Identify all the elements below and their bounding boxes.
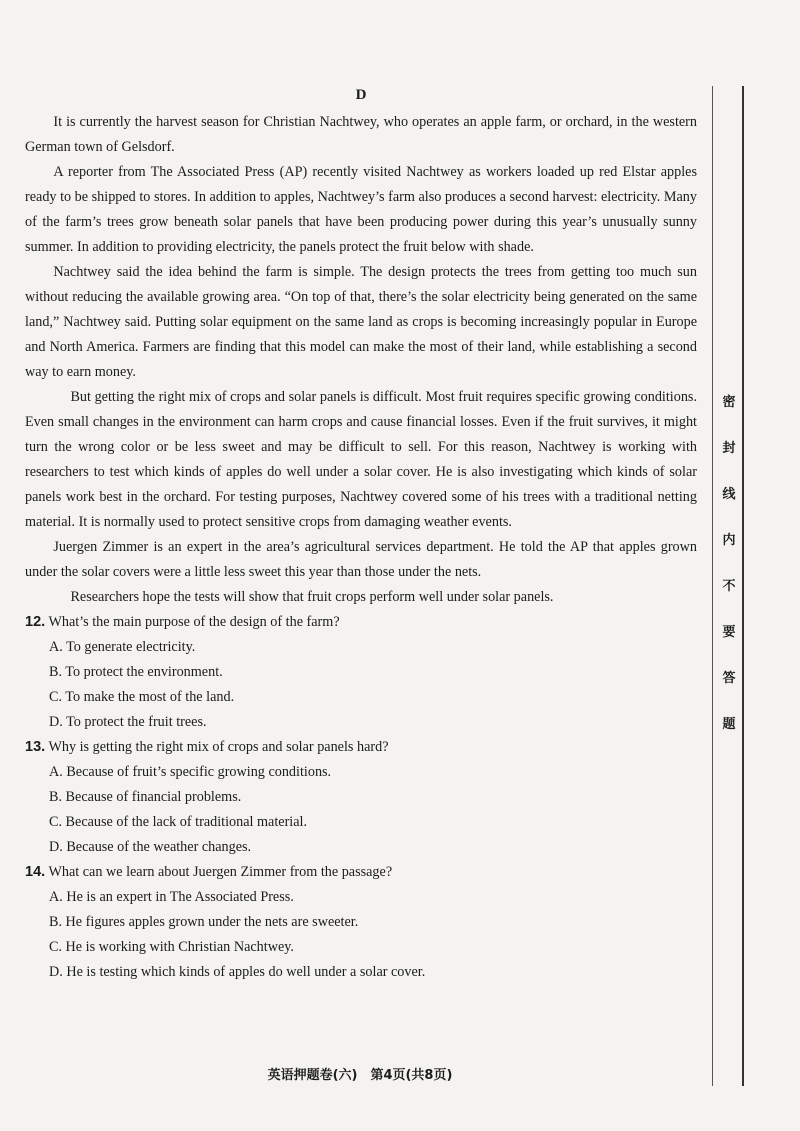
option-b: B. To protect the environment. xyxy=(49,664,223,680)
reading-section xyxy=(25,86,697,985)
option-c: C. To make the most of the land. xyxy=(49,689,235,705)
option-d: D. Because of the weather changes. xyxy=(49,839,252,855)
binding-margin-notice xyxy=(718,395,740,763)
option-c: C. He is working with Christian Nachtwey. xyxy=(49,939,294,955)
margin-char: 封 xyxy=(722,441,736,456)
question-stem xyxy=(25,610,697,635)
margin-char: 要 xyxy=(722,625,736,640)
paragraph-3: Nachtwey said the idea behind the farm is simple. The design protects the trees from getting too much sun without reducing the available growing area. “On top of that, there’s the solar electricity being generated on the same land,” Nachtwey said. Putting solar equipment on the same land as crops is becoming increasingly popular in Europe and North America. Farmers are finding that this model can make the most of their land, while establishing a second way to earn money. xyxy=(25,264,697,380)
paragraph-2: A reporter from The Associated Press (AP) recently visited Nachtwey as workers loaded up red Elstar apples ready to be shipped to stores. In addition to apples, Nachtwey’s farm also produces a second harvest: electricity. Many of the farm’s trees grow beneath solar panels that have been producing power during this year’s unusually sunny summer. In addition to providing electricity, the panels protect the fruit below with shade. xyxy=(25,164,697,255)
option-d: D. He is testing which kinds of apples do well under a solar cover. xyxy=(49,964,426,980)
margin-char: 题 xyxy=(722,717,736,732)
question-number: 12. xyxy=(25,614,46,630)
question-text: What can we learn about Juergen Zimmer from the passage? xyxy=(48,864,393,880)
question-number: 13. xyxy=(25,739,46,755)
paragraph-5: Juergen Zimmer is an expert in the area’s agricultural services department. He told the AP that apples grown under the solar covers were a little less sweet this year than those under the nets. xyxy=(25,539,697,580)
question-text: Why is getting the right mix of crops and solar panels hard? xyxy=(48,739,389,755)
paragraph-6: Researchers hope the tests will show that fruit crops perform well under solar panels. xyxy=(70,589,554,605)
question-number: 14. xyxy=(25,864,46,880)
paragraph-4: But getting the right mix of crops and solar panels is difficult. Most fruit requires specific growing conditions. Even small changes in the environment can harm crops and cause financial losses. Even if the fruit survives, it might turn the wrong color or be less sweet and may be difficult to sell. For this reason, Nachtwey is working with researchers to test which kinds of apples do well under a solar cover. He is also investigating which kinds of solar panels work best in the orchard. For testing purposes, Nachtwey covered some of his trees with a traditional netting material. It is normally used to protect sensitive crops from damaging weather events. xyxy=(25,389,697,530)
option-c: C. Because of the lack of traditional material. xyxy=(49,814,308,830)
option-a: A. To generate electricity. xyxy=(49,639,196,655)
binding-margin-line xyxy=(742,86,744,1086)
option-a: A. He is an expert in The Associated Press. xyxy=(49,889,294,905)
option-a: A. Because of fruit’s specific growing conditions. xyxy=(49,764,332,780)
section-title: D xyxy=(355,87,367,103)
binding-margin-line xyxy=(712,86,713,1086)
margin-char: 密 xyxy=(722,395,736,410)
question-text: What’s the main purpose of the design of the farm? xyxy=(48,614,340,630)
question-14 xyxy=(25,860,697,985)
margin-char: 不 xyxy=(722,579,736,594)
margin-char: 答 xyxy=(722,671,736,686)
option-b: B. He figures apples grown under the nets are sweeter. xyxy=(49,914,359,930)
option-b: B. Because of financial problems. xyxy=(49,789,242,805)
margin-char: 内 xyxy=(722,533,736,548)
question-12 xyxy=(25,610,697,735)
option-d: D. To protect the fruit trees. xyxy=(49,714,207,730)
question-13 xyxy=(25,735,697,860)
margin-char: 线 xyxy=(722,487,736,502)
page-footer: 英语押题卷(六) 第4页(共8页) xyxy=(267,1068,453,1083)
question-stem xyxy=(25,860,697,885)
paragraph-1: It is currently the harvest season for Christian Nachtwey, who operates an apple farm, or orchard, in the western German town of Gelsdorf. xyxy=(25,114,697,155)
question-stem xyxy=(25,735,697,760)
